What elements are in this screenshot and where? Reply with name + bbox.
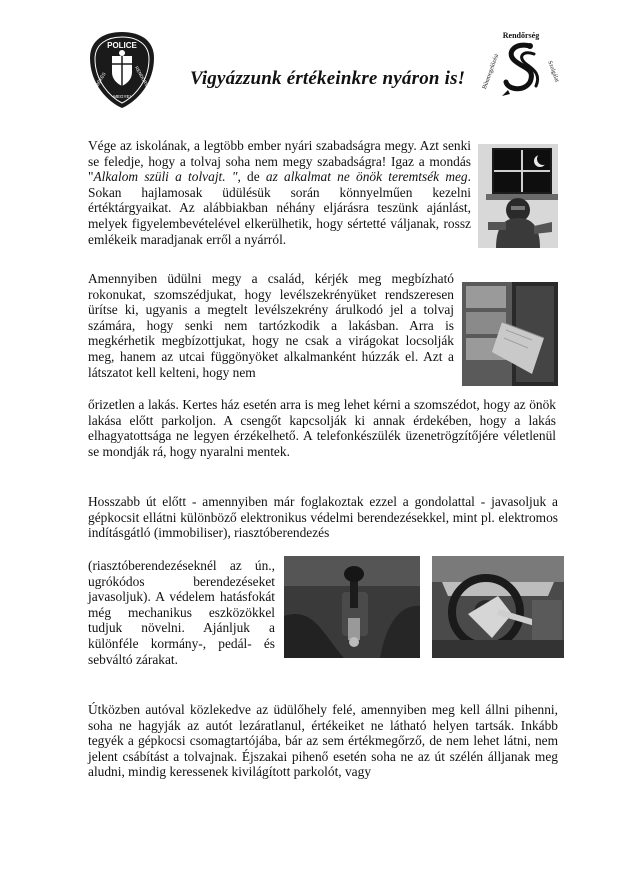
- car-security-paragraph-continued: (riasztóberendezéseknél az ún., ugrókódos berendezéseket javasoljuk). A védelem hatásfokát még mechanikus eszközökkel tudjuk növelni. Ajánljuk a különféle kormány-, pedál- és sebváltó zárakat.: [88, 558, 275, 667]
- police-logo-top-text: POLICE: [107, 41, 137, 50]
- vacation-home-paragraph-continued: őrizetlen a lakás. Kertes ház esetén arra is meg lehet kérni a szomszédot, hogy az önök lakása előtt parkoljon. A csengőt kapcsolják ki annak érdekében, hogy a lakás elhagyatottsága ne legyen érzékelhető. A telefonkészülék üzenetrögzítőjére véletlenül se mondják rá, hogy nyaralni mentek.: [88, 397, 556, 459]
- page-title: Vigyázzunk értékeinkre nyáron is!: [190, 68, 466, 89]
- steering-wheel-lock-image: [432, 556, 564, 658]
- crime-prevention-logo-left-text: Bűnmegelőzési: [481, 53, 501, 91]
- on-the-road-paragraph: Útközben autóval közlekedve az üdülőhely felé, amennyiben meg kell állni pihenni, soha ne hagyják az autót lezáratlanul, értékeiket ne látható helyen tartsák. Inkább tegyék a gépkocsi csomagtartójába, bár az sem értékmegőrző, de nem lehet látni, nem jelent csábítást a tolvajnak. Éjszakai pihenő esetén soha ne az út szélén álljanak meg aludni, mindig keressenek kivilágított parkolót, vagy: [88, 702, 558, 780]
- full-mailbox-image: [462, 282, 558, 386]
- police-badge-logo: [86, 30, 158, 110]
- proverb-emphasis: az alkalmat ne önök teremtsék meg: [265, 169, 468, 185]
- intro-text-c: . Sokan hajlamosak üdülésük során könnyelműen kezelni értéktárgyaikat. Az alábbiakban néhány eljárásra teszünk ajánlást, melyek figyelembevételével elkerülhetik, hogy sértetté váljanak, rossz emlékeik maradjanak erről a nyárról.: [88, 169, 471, 247]
- intro-text-b: , de: [237, 169, 266, 185]
- crime-prevention-logo-right-text: Szolgálat: [546, 60, 560, 84]
- gear-shift-lock-image: [284, 556, 420, 658]
- police-logo-left-text: BÉKÉS: [94, 71, 107, 88]
- crime-prevention-logo: [478, 24, 564, 110]
- intro-paragraph: [88, 138, 471, 247]
- crime-prevention-logo-top-text: Rendőrség: [502, 31, 540, 40]
- intro-text-a: Vége az iskolának, a legtöbb ember nyári szabadságra megy. Azt senki se feledje, hogy a tolvaj soha nem megy szabadságra! Igaz a mondás ": [88, 138, 471, 185]
- car-security-paragraph: Hosszabb út előtt - amennyiben már foglakoztak ezzel a gondolattal - javasoljuk a gépkocsit ellátni különböző elektronikus védelmi berendezésekkel, mint pl. elektromos indításgátló (immobiliser), riasztóberendezés: [88, 494, 558, 541]
- burglar-window-image: [478, 144, 558, 248]
- vacation-home-paragraph: Amennyiben üdülni megy a család, kérjék meg megbízható rokonukat, szomszédjukat, hogy levélszekrényüket rendszeresen ürítse ki, ugyanis a megtelt levélszekrény árulkodó jel a tolvaj számára, hogy senki nem tartózkodik a lakásban. Arra is megkérhetik megbízottjukat, hogy ne csak a virágokat locsolják meg, hanem az utcai függönyöket alkalmanként húzzák el. Azt a látszatot kell kelteni, hogy nem: [88, 271, 454, 380]
- police-logo-right-text: RENDŐRSÉG: [133, 65, 153, 94]
- police-logo-mid-text: MEGYEI: [113, 94, 131, 99]
- proverb-quote: Alkalom szüli a tolvajt. ": [93, 169, 238, 185]
